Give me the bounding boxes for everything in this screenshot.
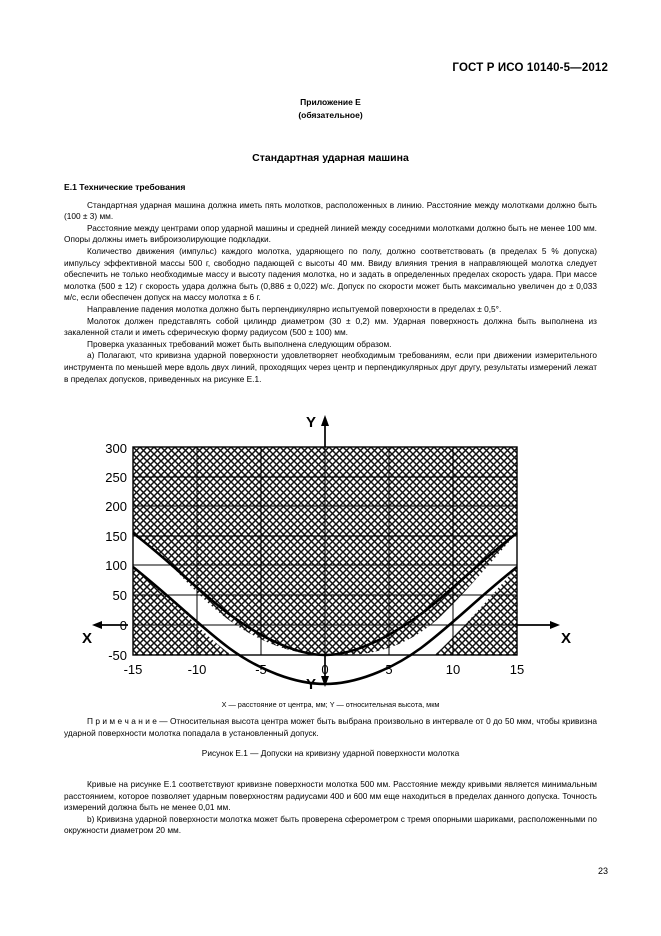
- paragraph: Стандартная ударная машина должна иметь пять молотков, расположенных в линию. Расстояние между молотками должно быть (100 ± 3) мм.: [64, 199, 597, 222]
- x-axis-label-left: X: [81, 630, 93, 647]
- figure-e1: [0, 412, 661, 702]
- x-axis-tick-labels: [124, 662, 525, 677]
- subsection-heading: Е.1 Технические требования: [64, 182, 186, 192]
- y-axis-label-bottom: Y: [305, 676, 317, 693]
- y-tick-label: 250: [105, 470, 127, 485]
- annex-label: Приложение Е: [300, 97, 361, 107]
- x-tick-label: 0: [321, 662, 329, 677]
- x-axis-label-right: X: [560, 630, 572, 647]
- x-tick-label: -10: [187, 662, 207, 677]
- paragraph: Расстояние между центрами опор ударной машины и средней линией между соседними молотками должно быть не менее 100 мм. Опоры должны иметь виброизолирующие подкладки.: [64, 222, 597, 245]
- annex-heading-block: [0, 96, 661, 122]
- y-tick-label: 300: [105, 441, 127, 456]
- y-axis-tick-labels: [105, 441, 127, 663]
- note-text: П р и м е ч а н и е — Относительная высота центра может быть выбрана произвольно в интервале от 0 до 50 мкм, чтобы кривизна ударной поверхности молотка попадала в установленный допуск.: [64, 716, 597, 738]
- y-tick-label: 100: [105, 558, 127, 573]
- paragraph: Кривые на рисунке Е.1 соответствуют кривизне поверхности молотка 500 мм. Расстояние между кривыми является минимальным расстоянием, которое позволяет ударным поверхностям радиусами 400 и 600 мм еще находиться в пределах данного допуска. Точность измерений должна быть не менее 0,01 мм.: [64, 779, 597, 813]
- figure-note: [64, 716, 597, 739]
- x-tick-label: -5: [255, 662, 267, 677]
- paragraph: Молоток должен представлять собой цилиндр диаметром (30 ± 0,2) мм. Ударная поверхность должна быть выполнена из закаленной стали и иметь сферическую форму радиусом (500 ± 100) мм.: [64, 315, 597, 338]
- annex-status: (обязательное): [298, 110, 363, 120]
- paragraph: a) Полагают, что кривизна ударной поверхности удовлетворяет необходимым требованиям, если при движении измерительного инструмента по меньшей мере вдоль двух линий, проходящих через центр и перпендикулярных друг другу, результаты измерений лежат в пределах допусков, приведенных на рисунке Е.1.: [64, 350, 597, 384]
- figure-axis-key: X — расстояние от центра, мм; Y — относительная высота, мкм: [221, 700, 440, 709]
- paragraph: b) Кривизна ударной поверхности молотка может быть проверена сферометром с тремя опорными шариками, расположенными по окружности диаметром 20 мм.: [64, 813, 597, 836]
- paragraph: Количество движения (импульс) каждого молотка, ударяющего по полу, должно соответствовать (в пределах 5 % допуска) импульсу эффективной массы 500 г, свободно падающей с высоты 40 мм. Ввиду влияния трения в направляющей молотка следует обеспечить не только необходимые массу и высоту падения молотка, но и задать в определенных пределах скорость удара. При массе молотка (500 ± 12) г скорость удара должна быть (0,886 ± 0,022) м/с. Допуск по скорости может быть максимально увеличен до ± 0,033 м/с, если обеспечен допуск на массу молотка ± 6 г.: [64, 245, 597, 303]
- page-number: 23: [597, 866, 608, 876]
- page-title: Стандартная ударная машина: [252, 152, 409, 164]
- y-tick-label: 0: [119, 618, 127, 633]
- document-header-standard-number: ГОСТ Р ИСО 10140-5—2012: [452, 62, 608, 74]
- y-axis-label-top: Y: [305, 414, 317, 431]
- x-tick-label: 15: [509, 662, 525, 677]
- paragraph: Направление падения молотка должно быть перпендикулярно испытуемой поверхности в пределах ± 0,5°.: [87, 303, 502, 314]
- y-tick-label: 150: [105, 529, 127, 544]
- tolerance-chart: [0, 412, 661, 702]
- y-tick-label: -50: [108, 648, 127, 663]
- y-tick-label: 50: [112, 588, 127, 603]
- section-body: [64, 182, 597, 385]
- x-tick-label: 5: [385, 662, 393, 677]
- x-tick-label: 10: [445, 662, 461, 677]
- section-body-continued: [64, 779, 597, 837]
- x-tick-label: -15: [123, 662, 143, 677]
- figure-caption: Рисунок Е.1 — Допуски на кривизну ударной поверхности молотка: [201, 748, 460, 758]
- y-tick-label: 200: [105, 499, 127, 514]
- paragraph: Проверка указанных требований может быть выполнена следующим образом.: [87, 338, 392, 349]
